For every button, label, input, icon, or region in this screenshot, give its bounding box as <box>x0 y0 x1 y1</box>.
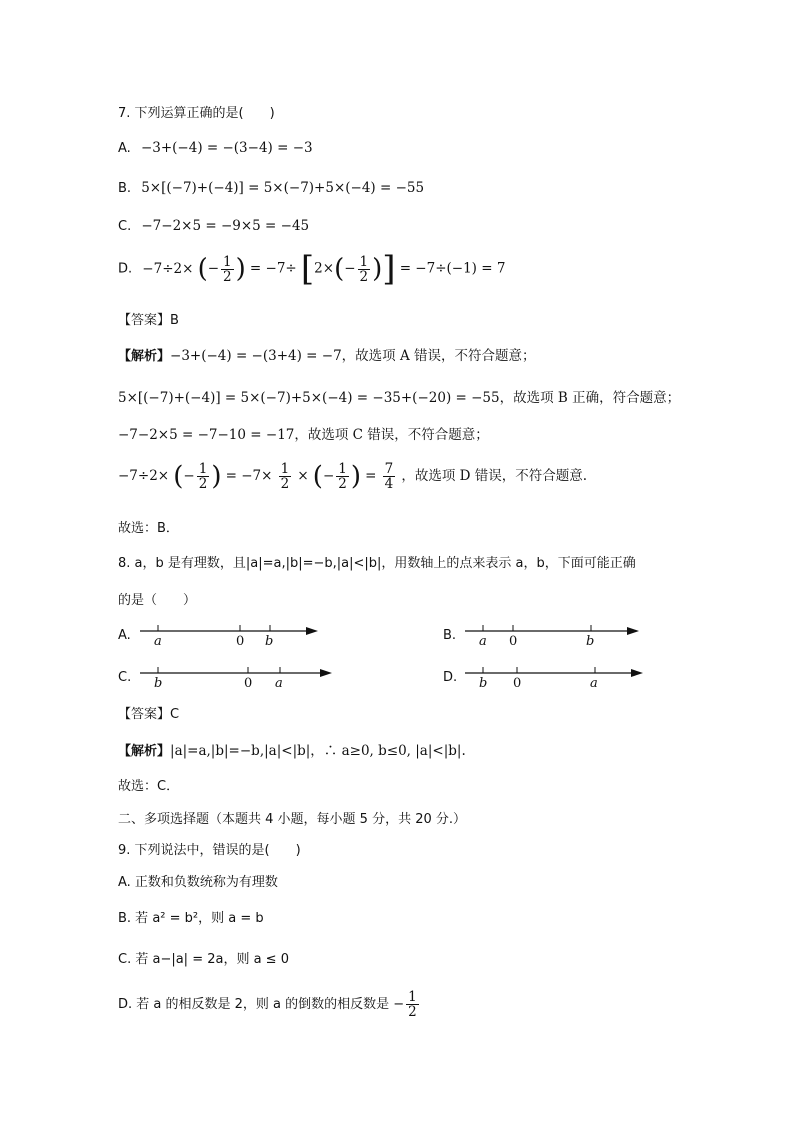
q7-option-b-expr: 5×[(−7)+(−4)] = 5×(−7)+5×(−4) = −55 <box>141 180 425 196</box>
q7-answer: 【答案】B <box>118 313 179 328</box>
q7-option-a[interactable] <box>118 138 313 159</box>
q8-b-point-a: a <box>479 634 487 649</box>
q8-option-a[interactable] <box>118 618 338 658</box>
q7-conclusion: 故选：B． <box>118 521 179 536</box>
q7-analysis-label: 【解析】 <box>118 349 171 364</box>
q7-analysis-4b: = −7× <box>225 468 273 484</box>
q8-option-b-label: B. <box>443 628 457 643</box>
q8-analysis-text: |a|=a,|b|=−b,|a|<|b|，∴ a≥0, b≤0, |a|<|b|. <box>170 743 466 759</box>
q8-a-point-a: a <box>154 634 162 649</box>
q8-option-c-label: C. <box>118 670 132 685</box>
q8-option-b[interactable] <box>443 618 653 658</box>
q7-option-b[interactable] <box>118 178 424 199</box>
q8-option-d-label: D. <box>443 670 458 685</box>
q9-option-b[interactable]: B. 若 a² = b²，则 a = b <box>118 911 264 926</box>
q9-stem: 9. 下列说法中，错误的是( ) <box>118 843 301 858</box>
q8-c-point-b: b <box>154 676 163 691</box>
q7-analysis-4a: −7÷2× <box>118 468 170 484</box>
q9-option-c[interactable]: C. 若 a−|a| = 2a，则 a ≤ 0 <box>118 952 289 967</box>
q8-stem-line-1: 8. a，b 是有理数，且|a|=a,|b|=−b,|a|<|b|，用数轴上的点来表示 a，b，下面可能正确 <box>118 556 636 571</box>
q7-option-d-fraction-1: $\frac{1}{2}$ <box>223 253 232 285</box>
q7-analysis-text-1: −3+(−4) = −(3+4) = −7，故选项 A 错误，不符合题意； <box>170 348 536 364</box>
q8-c-point-a: a <box>275 676 283 691</box>
q8-conclusion: 故选：C． <box>118 779 180 794</box>
number-line-d <box>443 660 653 700</box>
number-line-b <box>443 618 653 658</box>
q7-analysis-4e: ，故选项 D 错误，不符合题意. <box>401 468 588 484</box>
q8-d-point-b: b <box>479 676 488 691</box>
q7-option-d-label: D. <box>118 261 133 277</box>
q7-option-d[interactable]: D. −7÷2× (− $\frac{1}{2}$ ) = −7÷ [2×(− $\frac{1}{2}$ )] = −7÷(−1) = 7 <box>118 249 506 289</box>
q7-analysis-line-1 <box>118 346 536 367</box>
q9-option-d-text: D. 若 a 的相反数是 2，则 a 的倒数的相反数是 − <box>118 997 405 1012</box>
q8-analysis-label: 【解析】 <box>118 744 171 759</box>
q8-option-a-label: A. <box>118 628 131 643</box>
q8-d-point-0: 0 <box>513 676 522 691</box>
q9-option-a[interactable]: A. 正数和负数统称为有理数 <box>118 875 278 890</box>
q7-analysis-line-3: −7−2×5 = −7−10 = −17，故选项 C 错误，不符合题意； <box>118 427 489 443</box>
q7-option-a-expr: −3+(−4) = −(3−4) = −3 <box>140 140 313 156</box>
q9-option-d[interactable] <box>118 990 421 1019</box>
section-2-heading: 二、多项选择题（本题共 4 小题，每小题 5 分，共 20 分.） <box>118 812 467 827</box>
q7-option-a-label: A. <box>118 141 131 156</box>
q7-analysis-fraction-seven-fourths: $\frac{7}{4}$ <box>384 461 394 492</box>
q8-answer: 【答案】C <box>118 707 180 722</box>
q8-a-point-0: 0 <box>236 634 245 649</box>
q7-option-d-expr-a: −7÷2× <box>142 260 194 277</box>
q7-option-c-expr: −7−2×5 = −9×5 = −45 <box>141 218 310 234</box>
q8-option-c[interactable] <box>118 660 348 700</box>
q7-option-d-expr-c: 2× <box>314 260 335 277</box>
q7-option-d-expr-d: = −7÷(−1) = 7 <box>399 260 506 277</box>
q7-analysis-line-4: −7÷2× (− $\frac{1}{2}$ ) = −7× $\frac{1}{2}$ × (− $\frac{1}{2}$ ) = $\frac{7}{4}$ ，故选项 D 错误，不符合题意. <box>118 461 588 492</box>
number-line-c <box>118 660 348 700</box>
q8-b-point-0: 0 <box>509 634 518 649</box>
q7-option-b-label: B. <box>118 181 132 196</box>
q7-stem: 7. 下列运算正确的是( ) <box>118 106 275 121</box>
q9-option-d-fraction: $\frac{1}{2}$ <box>408 989 417 1020</box>
q7-option-c-label: C. <box>118 219 132 234</box>
q7-option-d-fraction-2: $\frac{1}{2}$ <box>359 253 369 285</box>
q8-c-point-0: 0 <box>244 676 253 691</box>
q7-analysis-4c: × <box>297 468 309 484</box>
q7-analysis-line-2: 5×[(−7)+(−4)] = 5×(−7)+5×(−4) = −35+(−20) = −55，故选项 B 正确，符合题意； <box>118 390 681 406</box>
q8-a-point-b: b <box>265 634 274 649</box>
q8-stem-line-2: 的是（ ） <box>118 593 197 608</box>
q7-analysis-4d: = <box>365 468 377 484</box>
number-line-a <box>118 618 338 658</box>
q8-d-point-a: a <box>590 676 598 691</box>
q8-analysis-line <box>118 741 466 762</box>
q8-b-point-b: b <box>586 634 595 649</box>
q7-option-c[interactable] <box>118 216 309 237</box>
q8-option-d[interactable] <box>443 660 653 700</box>
q7-option-d-expr-b: = −7÷ <box>249 260 297 277</box>
